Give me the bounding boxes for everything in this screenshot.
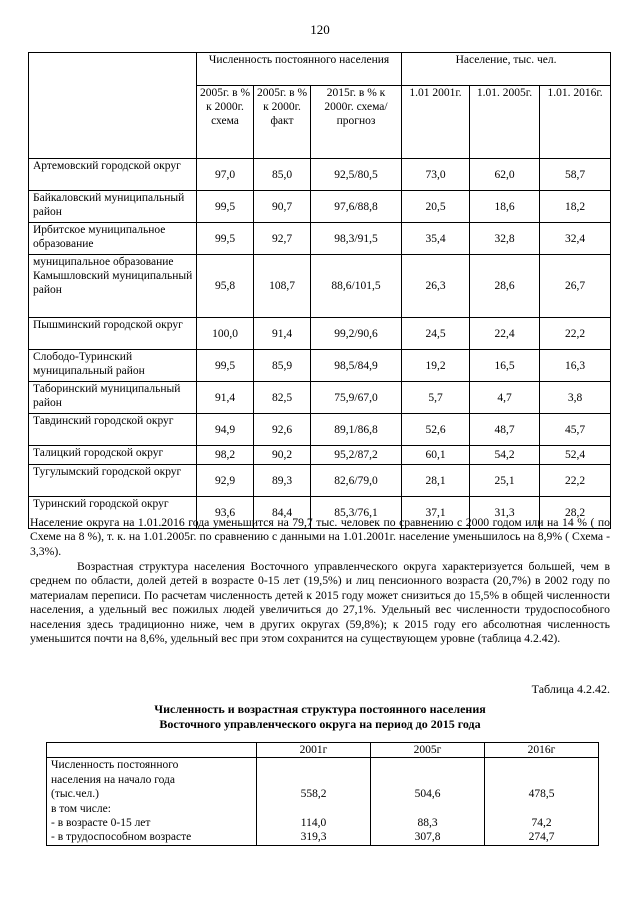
- row-territory-name: Талицкий городской округ: [29, 446, 197, 465]
- table-row: [29, 255, 611, 318]
- header-group-population: Население, тыс. чел.: [402, 53, 611, 86]
- table-row: [29, 159, 611, 191]
- row-value-c3: 75,9/67,0: [311, 382, 402, 414]
- row-value-c6: 45,7: [540, 414, 611, 446]
- row-value-c1: 95,8: [197, 255, 254, 318]
- row-value-c1: 91,4: [197, 382, 254, 414]
- row-value-c5: 25,1: [470, 465, 540, 497]
- row-value-c2: 84,4: [254, 497, 311, 529]
- table-row: [29, 382, 611, 414]
- table-header-corner: [29, 53, 197, 159]
- row-value-c6: 58,7: [540, 159, 611, 191]
- t2-value-total: 478,5: [528, 788, 555, 801]
- row-value-c4: 52,6: [402, 414, 470, 446]
- page-number: 120: [310, 22, 330, 37]
- t2-main-label-line: в том числе:: [51, 802, 111, 815]
- row-value-c5: 28,6: [470, 255, 540, 318]
- row-value-c5: 22,4: [470, 318, 540, 350]
- t2-header-corner: [47, 743, 257, 758]
- row-value-c4: 20,5: [402, 191, 470, 223]
- table-title: [0, 702, 640, 732]
- row-value-c4: 5,7: [402, 382, 470, 414]
- row-value-c5: 48,7: [470, 414, 540, 446]
- row-territory-name: Слободо-Туринский муниципальный район: [29, 350, 197, 382]
- table-row: [29, 414, 611, 446]
- row-value-c2: 85,0: [254, 159, 311, 191]
- header-col-2015-forecast: 2015г. в % к 2000г. схема/ прогноз: [311, 86, 402, 159]
- t2-value-children: 114,0: [300, 817, 327, 829]
- header-group-change: Численность постоянного населения: [197, 53, 402, 86]
- row-value-c6: 22,2: [540, 318, 611, 350]
- age-structure-paragraph: Возрастная структура населения Восточного управленческого округа характеризуется большей, чем в среднем по области, долей детей в возрасте 0-15 лет (19,5%) и лиц пенсионного возраста (20,7%) в 2002 году по материалам переписи. По расчетам численность детей к 2015 году может снизиться до 15,5% в общей численности населения, а удельный вес пожилых людей увеличиться до 27,1%. Удельный вес численности трудоспособного населения здесь традиционно ниже, чем в других округах (59,8%); к 2015 году его абсолютная численность уменьшится почти на 8,6%, удельный вес при этом сохранится на существующем уровне (таблица 4.2.42).: [30, 560, 610, 646]
- row-value-c4: 28,1: [402, 465, 470, 497]
- row-value-c2: 82,5: [254, 382, 311, 414]
- row-value-c4: 60,1: [402, 446, 470, 465]
- row-value-c6: 26,7: [540, 255, 611, 318]
- row-value-c5: 62,0: [470, 159, 540, 191]
- row-value-c3: 85,3/76,1: [311, 497, 402, 529]
- row-value-c5: 4,7: [470, 382, 540, 414]
- row-value-c5: 16,5: [470, 350, 540, 382]
- t2-sub-label-children: - в возрасте 0-15 лет: [51, 817, 151, 830]
- row-value-c3: 88,6/101,5: [311, 255, 402, 318]
- row-value-c5: 54,2: [470, 446, 540, 465]
- row-value-c4: 73,0: [402, 159, 470, 191]
- row-territory-name: Артемовский городской округ: [29, 159, 197, 191]
- row-value-c2: 90,2: [254, 446, 311, 465]
- t2-value-children: 88,3: [417, 817, 438, 829]
- row-value-c6: 32,4: [540, 223, 611, 255]
- t2-value-working-age: 274,7: [528, 831, 555, 844]
- row-value-c2: 92,6: [254, 414, 311, 446]
- row-value-c5: 31,3: [470, 497, 540, 529]
- row-territory-name: Тугулымский городской округ: [29, 465, 197, 497]
- row-value-c5: 32,8: [470, 223, 540, 255]
- row-value-c1: 94,9: [197, 414, 254, 446]
- row-value-c6: 16,3: [540, 350, 611, 382]
- table-title-line-1: Численность и возрастная структура постоянного населения: [154, 702, 486, 716]
- row-value-c6: 52,4: [540, 446, 611, 465]
- row-value-c3: 99,2/90,6: [311, 318, 402, 350]
- row-value-c2: 91,4: [254, 318, 311, 350]
- header-col-2005: 1.01. 2005г.: [470, 86, 540, 159]
- t2-sub-label-working-age: - в трудоспособном возрасте: [51, 831, 192, 844]
- row-value-c6: 18,2: [540, 191, 611, 223]
- header-col-2016: 1.01. 2016г.: [540, 86, 611, 159]
- t2-header-2005: 2005г: [371, 743, 485, 758]
- row-value-c3: 92,5/80,5: [311, 159, 402, 191]
- row-value-c1: 93,6: [197, 497, 254, 529]
- row-value-c1: 99,5: [197, 191, 254, 223]
- row-value-c1: 97,0: [197, 159, 254, 191]
- row-value-c3: 95,2/87,2: [311, 446, 402, 465]
- row-value-c3: 98,5/84,9: [311, 350, 402, 382]
- row-value-c1: 99,5: [197, 350, 254, 382]
- row-value-c5: 18,6: [470, 191, 540, 223]
- row-value-c1: 92,9: [197, 465, 254, 497]
- row-territory-name: Ирбитское муниципальное образование: [29, 223, 197, 255]
- row-value-c3: 82,6/79,0: [311, 465, 402, 497]
- t2-row-labels: [47, 758, 257, 845]
- row-value-c1: 99,5: [197, 223, 254, 255]
- row-territory-name: Туринский городской округ: [29, 497, 197, 529]
- row-value-c6: 3,8: [540, 382, 611, 414]
- t2-col-2016: [485, 758, 599, 845]
- t2-main-label-line: населения на начало года: [51, 773, 176, 786]
- row-value-c4: 24,5: [402, 318, 470, 350]
- t2-value-total: 558,2: [300, 788, 327, 801]
- row-value-c4: 37,1: [402, 497, 470, 529]
- table-row: [29, 223, 611, 255]
- row-territory-name: Пышминский городской округ: [29, 318, 197, 350]
- row-territory-name: Таборинский муниципальный район: [29, 382, 197, 414]
- row-value-c2: 92,7: [254, 223, 311, 255]
- t2-value-working-age: 319,3: [300, 831, 327, 844]
- row-value-c6: 22,2: [540, 465, 611, 497]
- row-value-c2: 108,7: [254, 255, 311, 318]
- t2-col-2005: [371, 758, 485, 845]
- t2-col-2001: [257, 758, 371, 845]
- table-row: [29, 350, 611, 382]
- t2-main-label-line: Численность постоянного: [51, 759, 179, 772]
- t2-main-label-line: (тыс.чел.): [51, 788, 99, 801]
- table-row: [29, 191, 611, 223]
- row-value-c4: 19,2: [402, 350, 470, 382]
- row-territory-name: муниципальное образование Камышловский муниципальный район: [29, 255, 197, 318]
- header-col-2005-scheme: 2005г. в % к 2000г. схема: [197, 86, 254, 159]
- row-value-c1: 98,2: [197, 446, 254, 465]
- age-structure-table: [46, 742, 599, 846]
- row-value-c4: 35,4: [402, 223, 470, 255]
- t2-header-2016: 2016г: [485, 743, 599, 758]
- table-number-label: Таблица 4.2.42.: [531, 682, 610, 696]
- header-col-2001: 1.01 2001г.: [402, 86, 470, 159]
- t2-value-children: 74,2: [531, 817, 552, 829]
- population-dynamics-table: [28, 52, 611, 529]
- header-col-2005-fact: 2005г. в % к 2000г. факт: [254, 86, 311, 159]
- row-value-c2: 89,3: [254, 465, 311, 497]
- row-value-c3: 98,3/91,5: [311, 223, 402, 255]
- row-value-c3: 97,6/88,8: [311, 191, 402, 223]
- table-title-line-2: Восточного управленческого округа на период до 2015 года: [159, 717, 481, 731]
- row-territory-name: Тавдинский городской округ: [29, 414, 197, 446]
- t2-value-working-age: 307,8: [414, 831, 441, 844]
- t2-value-total: 504,6: [414, 788, 441, 801]
- row-value-c6: 28,2: [540, 497, 611, 529]
- t2-header-2001: 2001г: [257, 743, 371, 758]
- row-value-c2: 85,9: [254, 350, 311, 382]
- table-row: [29, 318, 611, 350]
- table-row: [29, 446, 611, 465]
- table-row: [29, 465, 611, 497]
- row-value-c1: 100,0: [197, 318, 254, 350]
- row-value-c2: 90,7: [254, 191, 311, 223]
- summary-paragraph: Население округа на 1.01.2016 года уменьшится на 79,7 тыс. человек по сравнению с 2000 годом или на 14 % ( по Схеме на 8 %), т. к. на 1.01.2005г. по сравнению с данными на 1.01.2001г. население уменьшилось на 8,9% ( Схема - 3,3%).: [30, 516, 610, 558]
- row-territory-name: Байкаловский муниципальный район: [29, 191, 197, 223]
- row-value-c3: 89,1/86,8: [311, 414, 402, 446]
- row-value-c4: 26,3: [402, 255, 470, 318]
